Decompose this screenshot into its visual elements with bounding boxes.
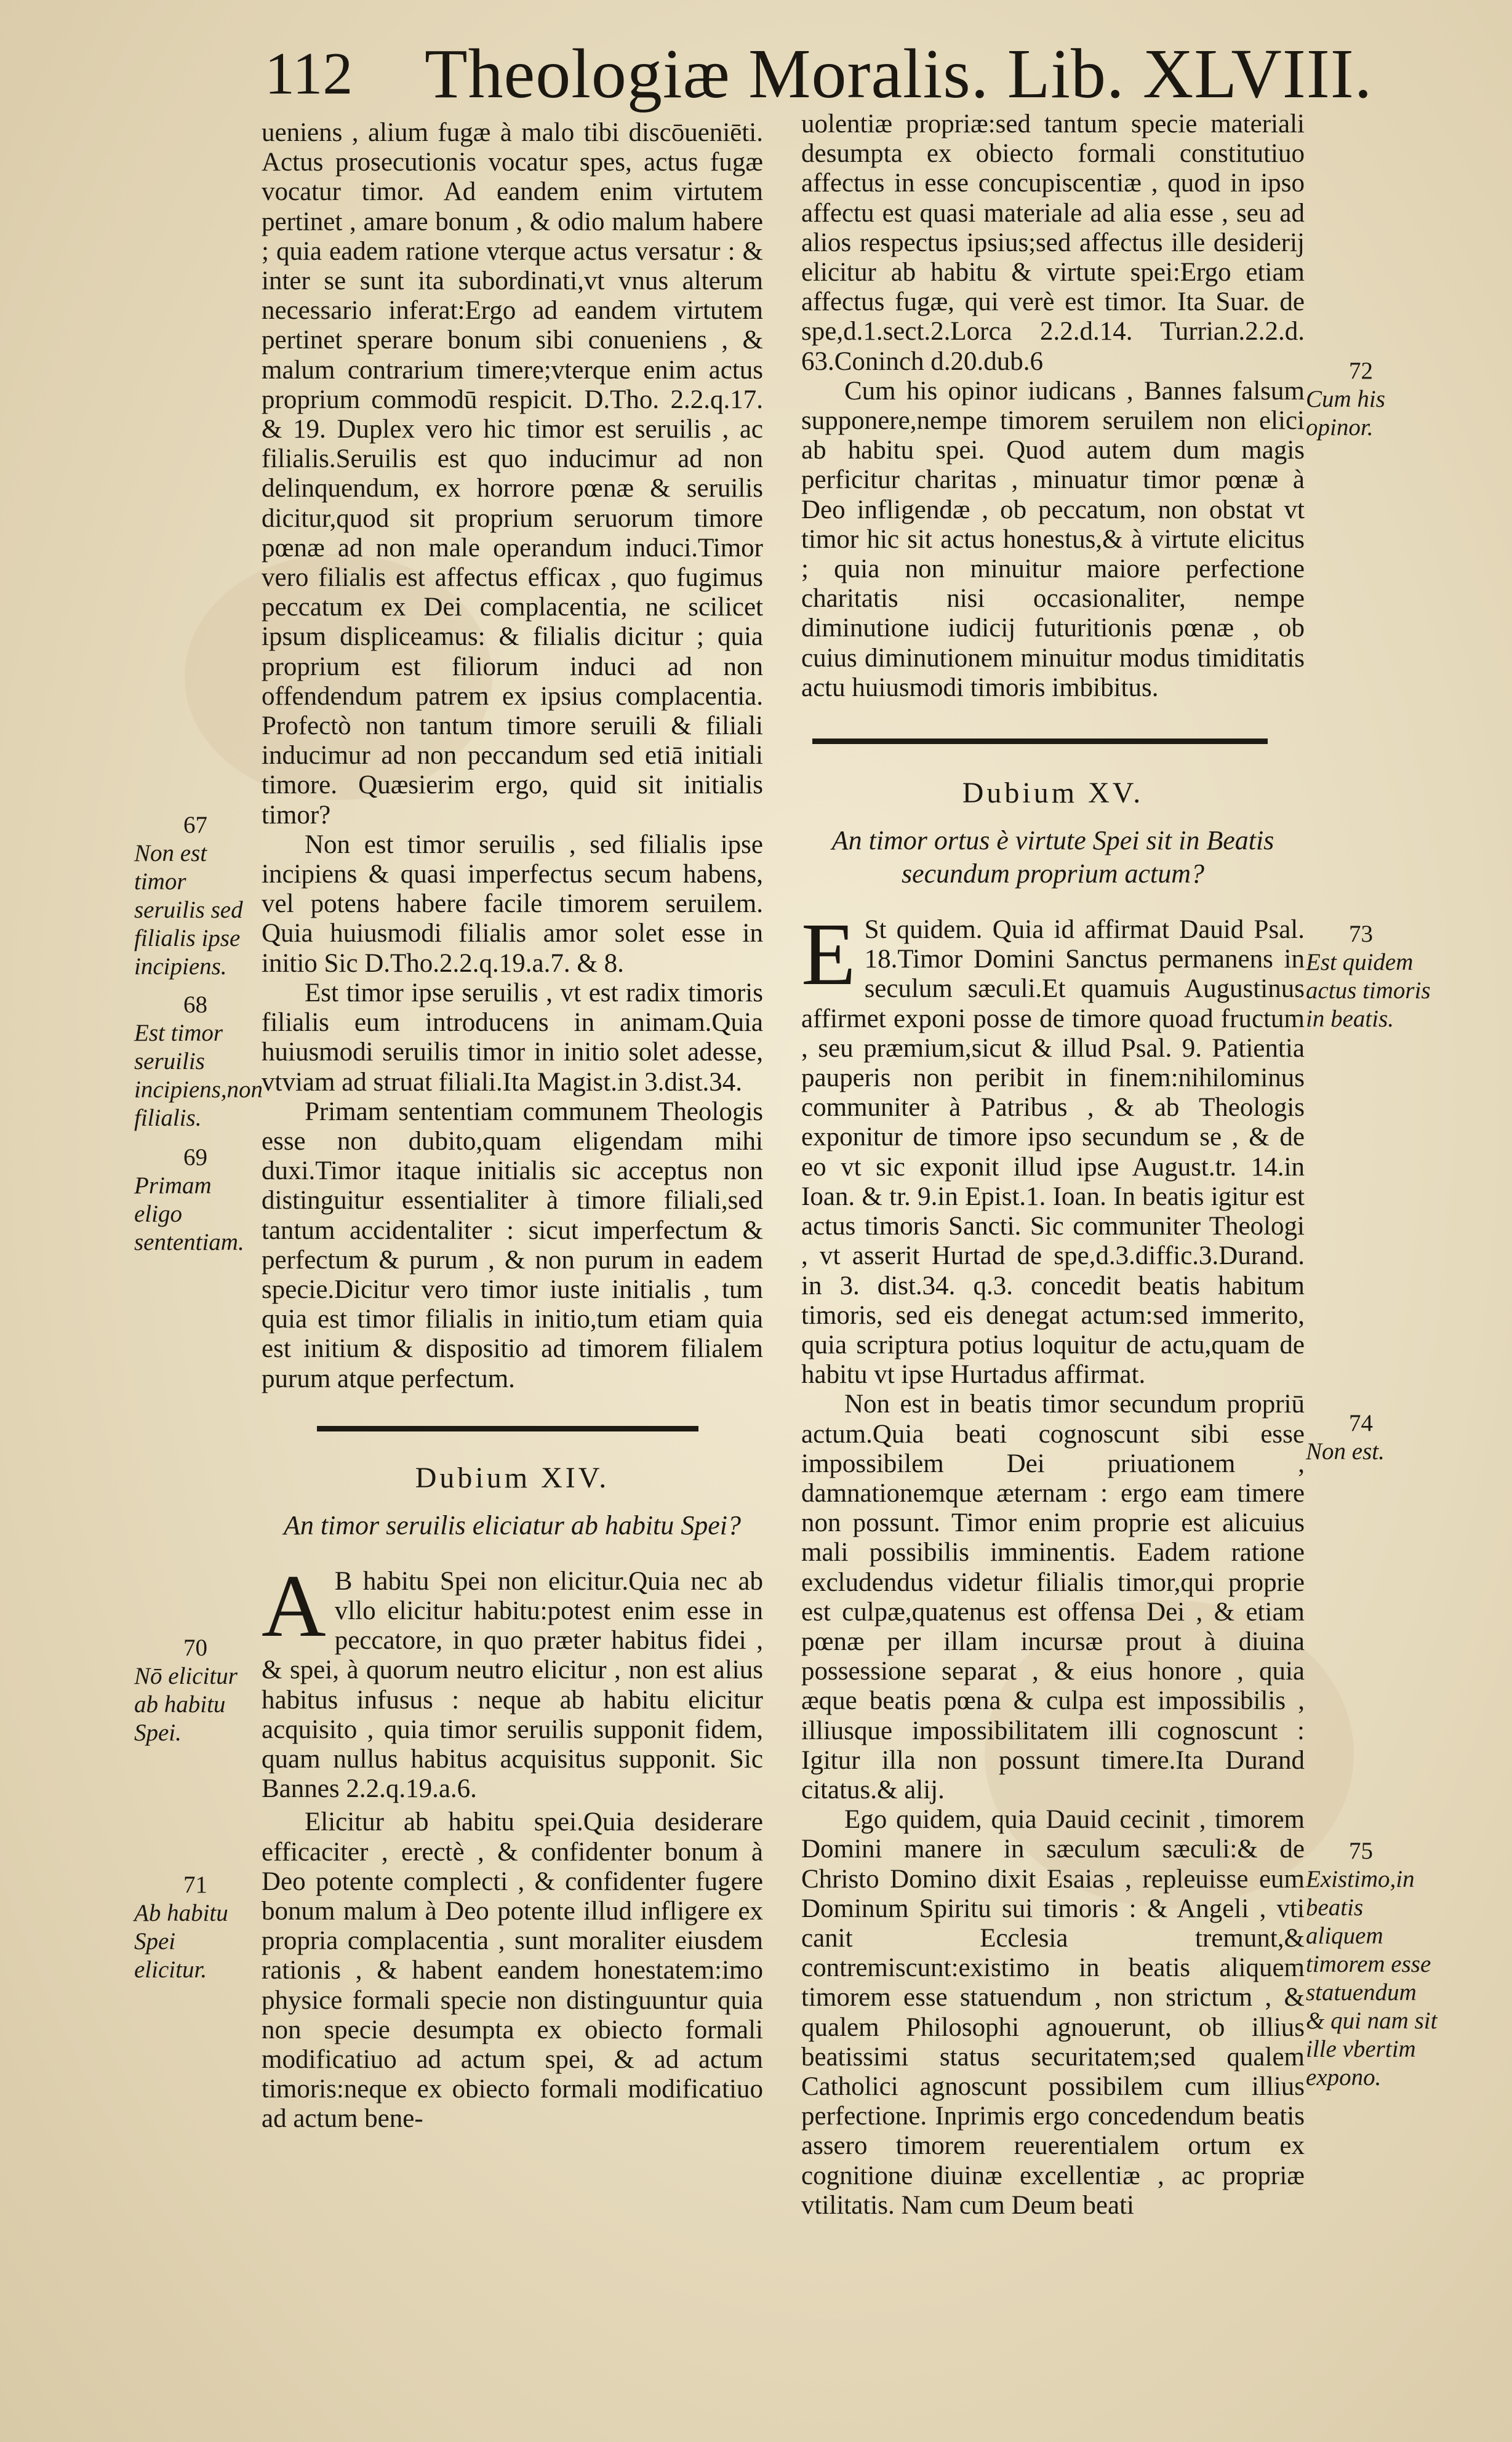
dubium-heading: Dubium XIV.: [415, 1461, 610, 1494]
paragraph: Cum his opinor iudicans , Bannes falsum supponere,nempe timorem seruilem non elici ab habitu spei. Quod autem dum magis perficitur charitas , minuatur timor pœnæ à Deo infligendæ , ob peccatum, non obstat vt timor hic sit actus honestus,& à virtute elicitus ; quia non minuitur maiore perfectione charitatis nisi occasionaliter, nempe diminutione iudicij futuritionis pœnæ , ob cuius diminutionem minuitur modus timiditatis actu huiusmodi timoris imbibitus.: [801, 376, 1305, 702]
dubium-question: An timor ortus è virtute Spei sit in Beatis secundum proprium actum?: [831, 825, 1274, 889]
paragraph-text: B habitu Spei non elicitur.Quia nec ab vllo elicitur habitu:potest enim esse in peccatore, in quo præter habitus fidei , & spei, à quorum neutro elicitur , non est alius habitus infusus : neque ab habitu elicitur acquisito , quia timor seruilis supponit fidem, quam nullus habitus acquisitus supponit. Sic Bannes 2.2.q.19.a.6.: [262, 1566, 763, 1804]
dubium-question: An timor seruilis eliciatur ab habitu Spei?: [283, 1510, 742, 1540]
dubium-heading: Dubium XV.: [962, 777, 1144, 810]
paragraph: Est timor ipse seruilis , vt est radix timoris filialis eum introducens in animam.Quia huiusmodi seruilis timor in initio solet adesse, vtviam ad struat filiali.Ita Magist.in 3.dist.34.: [262, 978, 763, 1097]
margin-text: Est quidem actus timoris in beatis.: [1306, 949, 1431, 1032]
margin-number: 71: [183, 1872, 207, 1898]
paragraph-text: St quidem. Quia id affirmat Dauid Psal. 18.Timor Domini Sanctus permanens in seculum sæculi.Et quamuis Augustinus affirmet exponi posse de timore quoad fructum , seu præmium,sicut & illud Psal. 9. Patientia pauperis non peribit in finem:nihilominus communiter à Patribus , & ab Theologis exponitur de timore ipso secundum se , & de eo vt sic exponit illud ipse August.tr. 14.in Ioan. & tr. 9.in Epist.1. Ioan. In beatis igitur est actus timoris Sancti. Sic communiter Theologi , vt asserit Hurtad de spe,d.3.diffic.3.Durand. in 3. dist.34. q.3. concedit beatis habitum timoris, sed eis denegat actum:sed immerito, quia scriptura potius loquitur de actu,quam de habitu vt ipse Hurtadus affirmat.: [801, 915, 1305, 1390]
margin-note: [134, 811, 251, 981]
paragraph: [262, 1556, 763, 1804]
margin-number: 69: [183, 1144, 207, 1171]
margin-text: Nō elicitur ab habitu Spei.: [134, 1663, 238, 1746]
margin-note: [134, 1634, 251, 1747]
margin-text: Est timor seruilis incipiens,non filialis.: [134, 1020, 263, 1131]
left-column: [262, 118, 763, 2134]
margin-note: [1306, 357, 1438, 442]
paragraph: Non est in beatis timor secundum propriū actum.Quia beati cognoscunt sibi esse impossibilem Dei priuationem , damnationemque æternam : ergo eam timere non possunt. Timor enim proprie est alicuius mali possibilis imminentis. Eadem ratione excludendus videtur filialis timor,qui proprie est culpæ,quatenus est offensa Dei , & etiam pœnæ per illam incursæ prout à diuina possessione separat , & eius honore , quia æque beatis pœna & culpa est impossibilis , illiusque impossibilitatem illi cognoscunt : Igitur illa non possunt timere.Ita Durand citatus.& alij.: [801, 1390, 1305, 1804]
paragraph: Elicitur ab habitu spei.Quia desiderare efficaciter , erectè , & confidenter bonum à Deo potente complecti , & confidenter fugere bonum malum à Deo potente illud infligere ex propria complacentia , sunt moraliter eiusdem rationis , & habent eandem honestatem:imo physice formali specie non distinguuntur quia non specie desumpta ex obiecto formali modificatiuo ad actum spei, & ad actum timoris:neque ex obiecto formali modificatiuo ad actum bene-: [262, 1807, 763, 2134]
paragraph: Ego quidem, quia Dauid cecinit , timorem Domini manere in sæculum sæculi:& de Christo Domino dixit Esaias , repleuisse eum Dominum Spiritu sui timoris : & Angeli , vti canit Ecclesia tremunt,& contremiscunt:existimo in beatis aliquem timorem esse statuendum , non strictum , & qualem Philosophi agnouerunt, ob illius beatissimi status securitatem;sed qualem Catholici agnoscunt possibilem cum illius perfectione. Inprimis ergo concedendum beatis assero timorem reuerentialem ortum ex cognitione diuinæ excellentiæ , ac propriæ vtilitatis. Nam cum Deum beati: [801, 1805, 1305, 2220]
margin-text: Non est.: [1306, 1438, 1385, 1465]
paragraph: [801, 905, 1305, 1390]
running-title: Theologiæ Moralis. Lib. XLVIII.: [425, 34, 1373, 113]
margin-note: [134, 991, 263, 1132]
drop-cap: E: [801, 905, 856, 1004]
section-rule: [317, 1426, 698, 1431]
margin-number: 70: [183, 1635, 207, 1661]
margin-note: [1306, 920, 1438, 1033]
margin-text: Cum his opinor.: [1306, 386, 1385, 441]
right-column: [801, 110, 1305, 2220]
margin-text: Ab habitu Spei elicitur.: [134, 1900, 228, 1983]
margin-number: 67: [183, 812, 207, 838]
margin-note: [134, 1143, 251, 1257]
drop-cap: A: [262, 1556, 326, 1655]
margin-note: [134, 1871, 251, 1984]
margin-note: [1306, 1837, 1438, 2092]
section-rule: [812, 739, 1268, 744]
paragraph: uolentiæ propriæ:sed tantum specie materiali desumpta ex obiecto formali constitutiuo affectus in esse concupiscentiæ , quod in ipso affectu est quasi materiale ad alia esse , seu ad alios respectus ipsius;sed affectus ille desiderij elicitur ab habitu & virtute spei:Ergo etiam affectus fugæ, qui verè est timor. Ita Suar. de spe,d.1.sect.2.Lorca 2.2.d.14. Turrian.2.2.d. 63.Coninch d.20.dub.6: [801, 110, 1305, 376]
paragraph: ueniens , alium fugæ à malo tibi discōueniēti. Actus prosecutionis vocatur spes, actus fugæ vocatur timor. Ad eandem enim virtutem pertinet , amare bonum , & odio malum habere ; quia eadem ratione vterque actus versatur : & inter se sunt ita subordinati,vt vnus alterum necessario inferat:Ergo ad eandem virtutem pertinet sperare bonum sibi conueniens , & malum contrarium timere;vterque enim actus proprium commodū respicit. D.Tho. 2.2.q.17. & 19. Duplex vero hic timor est seruilis , ac filialis.Seruilis est quo inducimur ad non delinquendum, ex horrore pœnæ & seruilis dicitur,quod sit proprium seruorum timore pœnæ ad non male operandum induci.Timor vero filialis est affectus efficax , quo fugimus peccatum ex Dei complacentia, ne scilicet ipsum displiceamus: & filialis dicitur ; quia proprium est filiorum induci ad non offendendum patrem ex ipsius complacentia. Profectò non tantum timore seruili & filiali inducimur ad non peccandum sed etiā initiali timore. Quæsierim ergo, quid sit initialis timor?: [262, 118, 763, 830]
margin-number: 68: [183, 991, 207, 1018]
margin-number: 75: [1349, 1838, 1373, 1864]
margin-number: 73: [1349, 921, 1373, 947]
page-number: 112: [265, 41, 353, 107]
page-header: [265, 34, 1373, 114]
paragraph: Primam sententiam communem Theologis esse non dubito,quam eligendam mihi duxi.Timor itaque initialis sic acceptus non distinguitur essentialiter à timore filiali,sed tantum accidentaliter : sicut imperfectum & perfectum & purum , & non purum in eadem specie.Dicitur vero timor iuste initialis , tum quia est timor filialis in initio,tum etiam quia est initium & dispositio ad timorem filialem purum atque perfectum.: [262, 1097, 763, 1393]
margin-text: Existimo,in beatis aliquem timorem esse statuendum & qui nam sit ille vbertim expono.: [1306, 1866, 1438, 2091]
margin-text: Non est timor seruilis sed filialis ipse incipiens.: [134, 840, 243, 980]
margin-number: 72: [1349, 358, 1373, 384]
paragraph: Non est timor seruilis , sed filialis ipse incipiens & quasi imperfectus secum habens, vel potens habere facile timorem seruilem. Quia huiusmodi filialis amor solet esse in initio Sic D.Tho.2.2.q.19.a.7. & 8.: [262, 830, 763, 978]
margin-note: [1306, 1409, 1438, 1466]
margin-text: Primam eligo sententiam.: [134, 1172, 244, 1255]
margin-number: 74: [1349, 1410, 1373, 1436]
